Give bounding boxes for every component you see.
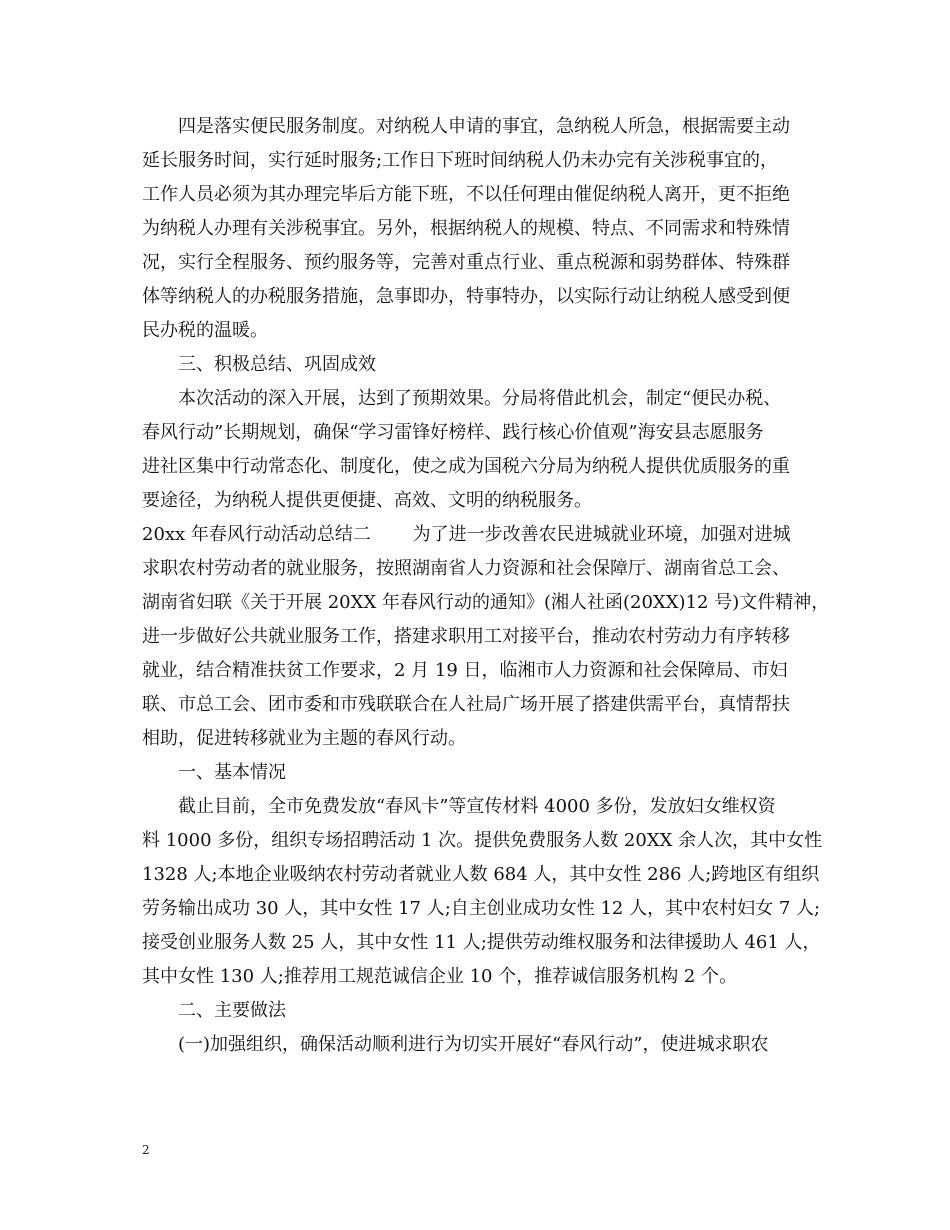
paragraph-line: 1328 人;本地企业吸纳农村劳动者就业人数 684 人，其中女性 286 人;跨地区有组织 [142, 864, 820, 885]
paragraph-line: 本次活动的深入开展，达到了预期效果。分局将借此机会，制定“便民办税、 [178, 388, 782, 409]
paragraph-line: (一)加强组织，确保活动顺利进行为切实开展好“春风行动”，使进城求职农 [178, 1034, 769, 1055]
paragraph-line: 接受创业服务人数 25 人，其中女性 11 人;提供劳动维权服务和法律援助人 461 人， [142, 932, 821, 953]
paragraph-line: 劳务输出成功 30 人，其中女性 17 人;自主创业成功女性 12 人，其中农村妇女 7 人; [142, 898, 821, 919]
paragraph-line: 进一步做好公共就业服务工作，搭建求职用工对接平台，推动农村劳动力有序转移 [142, 626, 790, 647]
paragraph-line: 民办税的温暖。 [142, 320, 268, 341]
paragraph-line: 进社区集中行动常态化、制度化，使之成为国税六分局为纳税人提供优质服务的重 [142, 456, 790, 477]
paragraph-line: 求职农村劳动者的就业服务，按照湖南省人力资源和社会保障厅、湖南省总工会、 [142, 558, 790, 579]
document-body [142, 110, 828, 1062]
paragraph-line: 工作人员必须为其办理完毕后方能下班，不以任何理由催促纳税人离开，更不拒绝 [142, 184, 790, 205]
paragraph-line: 其中女性 130 人;推荐用工规范诚信企业 10 个，推荐诚信服务机构 2 个。 [142, 966, 738, 987]
paragraph [142, 756, 828, 790]
paragraph-line: 截止目前，全市免费发放“春风卡”等宣传材料 4000 多份，发放妇女维权资 [178, 796, 776, 817]
paragraph-line: 春风行动”长期规划，确保“学习雷锋好榜样、践行核心价值观”海安县志愿服务 [142, 422, 764, 443]
paragraph-line: 就业，结合精准扶贫工作要求，2 月 19 日，临湘市人力资源和社会保障局、市妇 [142, 660, 788, 681]
paragraph [142, 518, 828, 756]
paragraph-line: 联、市总工会、团市委和市残联联合在人社局广场开展了搭建供需平台，真情帮扶 [142, 694, 790, 715]
paragraph [142, 994, 828, 1028]
page-number: 2 [142, 1143, 150, 1157]
paragraph-line: 延长服务时间，实行延时服务;工作日下班时间纳税人仍未办完有关涉税事宜的， [142, 150, 779, 171]
paragraph [142, 348, 828, 382]
paragraph-line: 为纳税人办理有关涉税事宜。另外，根据纳税人的规模、特点、不同需求和特殊情 [142, 218, 790, 239]
paragraph-line: 况，实行全程服务、预约服务等，完善对重点行业、重点税源和弱势群体、特殊群 [142, 252, 790, 273]
paragraph [142, 382, 828, 518]
paragraph-line: 四是落实便民服务制度。对纳税人申请的事宜，急纳税人所急，根据需要主动 [178, 116, 790, 137]
paragraph-line: 二、主要做法 [178, 1000, 286, 1021]
paragraph-line: 湖南省妇联《关于开展 20XX 年春风行动的通知》(湘人社函(20XX)12 号)文件精神， [142, 592, 830, 613]
paragraph [142, 790, 828, 994]
paragraph-line: 要途径，为纳税人提供更便捷、高效、文明的纳税服务。 [142, 490, 592, 511]
paragraph-line: 体等纳税人的办税服务措施，急事即办，特事特办，以实际行动让纳税人感受到便 [142, 286, 790, 307]
paragraph-line: 一、基本情况 [178, 762, 286, 783]
paragraph [142, 1028, 828, 1062]
paragraph [142, 110, 828, 348]
paragraph-line: 三、积极总结、巩固成效 [178, 354, 376, 375]
paragraph-line: 20xx 年春风行动活动总结二 为了进一步改善农民进城就业环境，加强对进城 [142, 524, 791, 545]
paragraph-line: 相助，促进转移就业为主题的春风行动。 [142, 728, 466, 749]
paragraph-line: 料 1000 多份，组织专场招聘活动 1 次。提供免费服务人数 20XX 余人次，其中女性 [142, 830, 823, 851]
